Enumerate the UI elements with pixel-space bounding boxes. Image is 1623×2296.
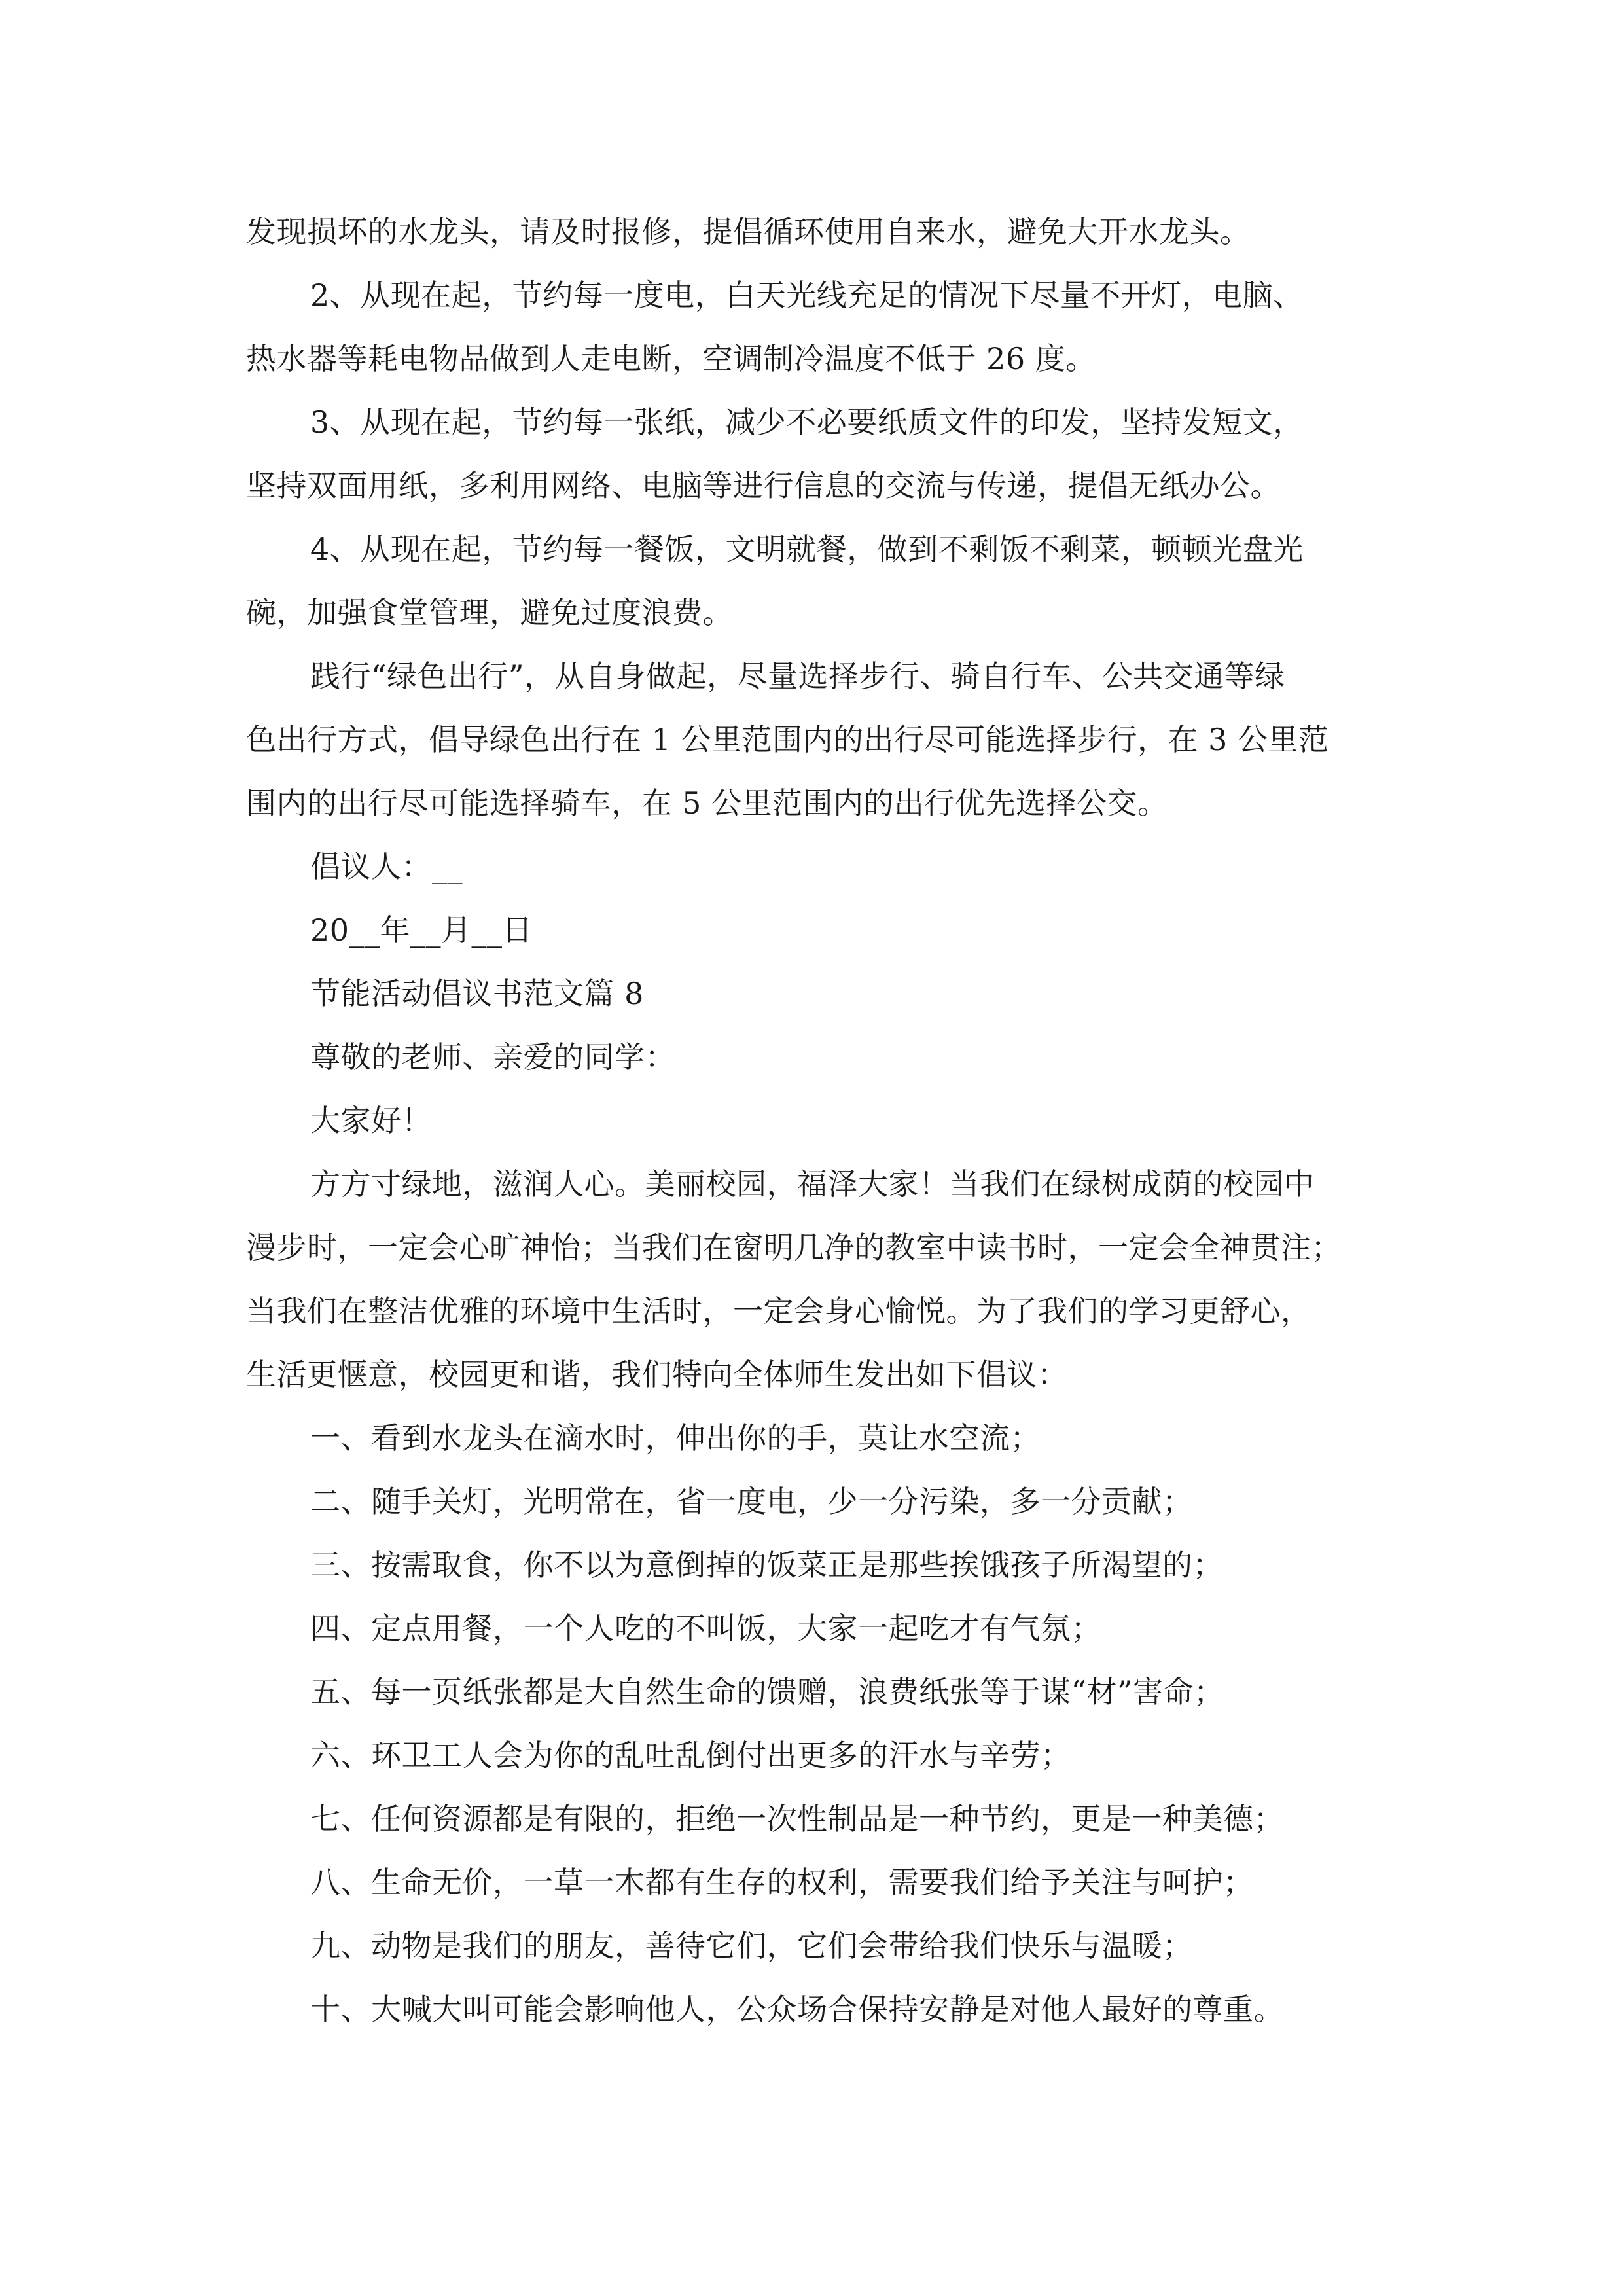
date-line: 20__年__月__日 <box>310 912 533 948</box>
salutation: 尊敬的老师、亲爱的同学： <box>310 1039 675 1075</box>
section-title: 节能活动倡议书范文篇 8 <box>310 976 644 1011</box>
text-line: 当我们在整洁优雅的环境中生活时，一定会身心愉悦。为了我们的学习更舒心， <box>246 1293 1311 1329</box>
proposal-item: 二、随手关灯，光明常在，省一度电，少一分污染，多一分贡献； <box>310 1484 1193 1519</box>
text-line: 4、从现在起，节约每一餐饭，文明就餐，做到不剩饭不剩菜，顿顿光盘光 <box>310 531 1304 567</box>
text-line: 2、从现在起，节约每一度电，白天光线充足的情况下尽量不开灯，电脑、 <box>310 278 1304 313</box>
text-line: 方方寸绿地，滋润人心。美丽校园，福泽大家！当我们在绿树成荫的校园中 <box>310 1166 1315 1202</box>
proposal-item: 十、大喊大叫可能会影响他人，公众场合保持安静是对他人最好的尊重。 <box>310 1992 1284 2027</box>
proposal-item: 七、任何资源都是有限的，拒绝一次性制品是一种节约，更是一种美德； <box>310 1801 1284 1837</box>
text-line: 坚持双面用纸，多利用网络、电脑等进行信息的交流与传递，提倡无纸办公。 <box>246 468 1281 503</box>
proposal-item: 四、定点用餐，一个人吃的不叫饭，大家一起吃才有气氛； <box>310 1611 1101 1646</box>
greeting: 大家好！ <box>310 1103 432 1138</box>
proposal-item: 五、每一页纸张都是大自然生命的馈赠，浪费纸张等于谋“材”害命； <box>310 1674 1224 1710</box>
text-line: 碗，加强食堂管理，避免过度浪费。 <box>246 595 733 630</box>
text-line: 发现损坏的水龙头，请及时报修，提倡循环使用自来水，避免大开水龙头。 <box>246 214 1251 249</box>
signature-line: 倡议人：__ <box>310 849 463 884</box>
text-line: 热水器等耗电物品做到人走电断，空调制冷温度不低于 26 度。 <box>246 341 1096 376</box>
proposal-item: 三、按需取食，你不以为意倒掉的饭菜正是那些挨饿孩子所渴望的； <box>310 1547 1223 1583</box>
proposal-item: 一、看到水龙头在滴水时，伸出你的手，莫让水空流； <box>310 1420 1041 1456</box>
text-line: 践行“绿色出行”，从自身做起，尽量选择步行、骑自行车、公共交通等绿 <box>310 658 1285 694</box>
text-line: 3、从现在起，节约每一张纸，减少不必要纸质文件的印发，坚持发短文， <box>310 404 1304 440</box>
text-line: 生活更惬意，校园更和谐，我们特向全体师生发出如下倡议： <box>246 1357 1068 1392</box>
document-body <box>246 200 1398 2041</box>
proposal-item: 六、环卫工人会为你的乱吐乱倒付出更多的汗水与辛劳； <box>310 1738 1071 1773</box>
proposal-item: 八、生命无价，一草一木都有生存的权利，需要我们给予关注与呵护； <box>310 1865 1254 1900</box>
text-line: 漫步时，一定会心旷神怡；当我们在窗明几净的教室中读书时，一定会全神贯注； <box>246 1230 1342 1265</box>
text-line: 色出行方式，倡导绿色出行在 1 公里范围内的出行尽可能选择步行，在 3 公里范 <box>246 722 1329 757</box>
text-line: 围内的出行尽可能选择骑车，在 5 公里范围内的出行优先选择公交。 <box>246 785 1168 821</box>
proposal-item: 九、动物是我们的朋友，善待它们，它们会带给我们快乐与温暖； <box>310 1928 1193 1964</box>
